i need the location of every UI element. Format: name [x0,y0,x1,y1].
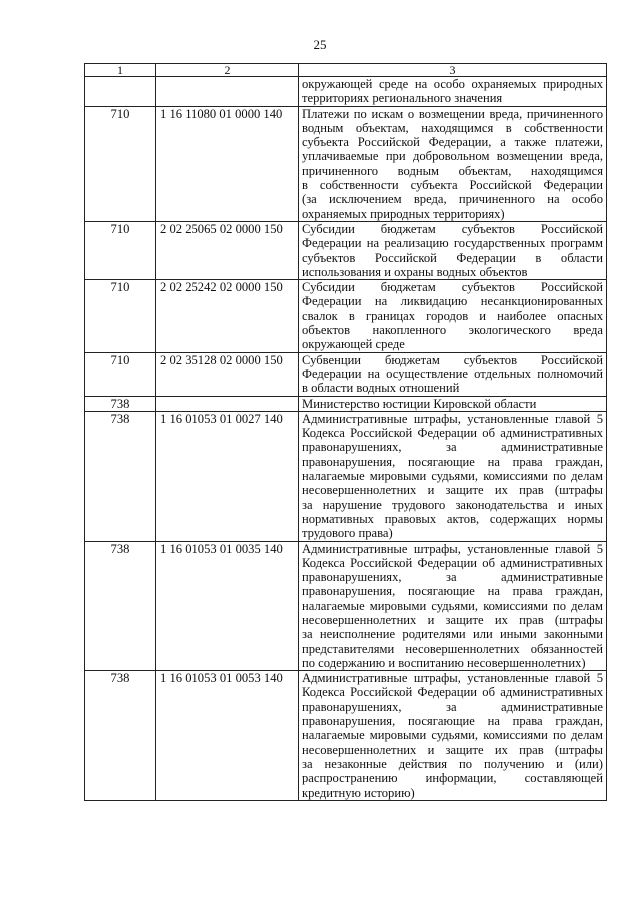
description-line: распространению информации, составляющей [302,771,603,786]
description-line: несовершеннолетних и защите их прав (штрафы [302,742,603,757]
description-line: Административные штрафы, установленные главой 5 [302,671,603,686]
description-line: в области водных отношений [302,381,460,396]
description-line: охраняемых природных территориях) [302,206,505,221]
description-line: трудового права) [302,526,393,541]
description-line: за неисполнение родителями или иными законными [302,627,603,642]
description-line: несовершеннолетних и защите их прав (штрафы [302,483,603,498]
table-row [85,352,607,396]
description-line: правонарушения, посягающие на права граждан, [302,454,603,469]
description-line: Федерации на реализацию государственных программ [302,236,603,251]
description-cell [299,221,607,279]
description-line: в собственности субъекта Российской Федерации [302,178,603,193]
description-line: правонарушениях, за административные [302,570,603,585]
description-line: за нарушение трудового законодательства и иных [302,497,603,512]
budget-code-cell: 1 16 01053 01 0027 140 [156,411,299,541]
description-line: Кодекса Российской Федерации об административных [302,426,603,441]
description-line: Субвенции бюджетам субъектов Российской [302,352,603,367]
admin-code-cell: 710 [85,221,156,279]
description-line: налагаемые мировыми судьями, комиссиями по делам [302,598,603,613]
admin-code-cell: 738 [85,541,156,671]
description-line: правонарушения, посягающие на права граждан, [302,714,603,729]
description-line: Административные штрафы, установленные главой 5 [302,411,603,426]
budget-code-cell: 2 02 35128 02 0000 150 [156,352,299,396]
table-header-row [85,64,607,77]
description-line: правонарушениях, за административные [302,440,603,455]
budget-code-cell [156,396,299,411]
revenue-classification-table [84,63,607,801]
description-line: налагаемые мировыми судьями, комиссиями по делам [302,728,603,743]
description-cell [299,411,607,541]
description-line: Кодекса Российской Федерации об административных [302,685,603,700]
description-line: правонарушениях, за административные [302,699,603,714]
description-line: по содержанию и воспитанию несовершеннолетних) [302,655,586,670]
table-row [85,411,607,541]
admin-code-cell [85,77,156,107]
description-cell [299,106,607,221]
description-line: окружающей среде [302,337,405,352]
description-line: налагаемые мировыми судьями, комиссиями по делам [302,469,603,484]
description-line: представителями несовершеннолетних обязанностей [302,641,603,656]
description-line: окружающей среде на особо охраняемых природных [302,77,603,91]
budget-code-cell [156,77,299,107]
admin-code-cell: 738 [85,671,156,801]
description-line: Министерство юстиции Кировской области [302,396,537,411]
table-row [85,280,607,352]
table-row [85,396,607,411]
description-line: нормативных правовых актов, содержащих нормы [302,511,603,526]
budget-code-cell: 1 16 01053 01 0053 140 [156,671,299,801]
admin-code-cell: 710 [85,352,156,396]
description-cell [299,541,607,671]
description-line: Субсидии бюджетам субъектов Российской [302,280,603,295]
description-cell [299,396,607,411]
description-line: правонарушения, посягающие на права граждан, [302,584,603,599]
header-col-1: 1 [85,64,156,77]
description-line: субъектов Российской Федерации в области [302,250,603,265]
description-line: использования и охраны водных объектов [302,264,528,279]
description-cell [299,671,607,801]
description-line: Федерации на осуществление отдельных полномочий [302,366,603,381]
description-line: уплачиваемые при добровольном возмещении вреда, [302,149,603,164]
description-line: свалок в границах городов и наиболее опасных [302,308,603,323]
description-line: водным объектам, находящимся в собственности [302,120,603,135]
description-cell [299,280,607,352]
description-line: (за исключением вреда, причиненного на особо [302,192,603,207]
description-line: Кодекса Российской Федерации об административных [302,555,603,570]
description-line: за незаконные действия по получению и (или) [302,756,603,771]
description-cell [299,77,607,107]
description-line: субъекта Российской Федерации, а также платежи, [302,135,603,150]
description-line: кредитную историю) [302,785,415,800]
description-line: причиненного водным объектам, находящимся [302,163,603,178]
description-cell [299,352,607,396]
page-number: 25 [313,37,327,52]
budget-code-cell: 1 16 01053 01 0035 140 [156,541,299,671]
table-row [85,671,607,801]
description-line: территориях регионального значения [302,91,503,106]
table-row [85,77,607,107]
description-line: несовершеннолетних и защите их прав (штрафы [302,612,603,627]
admin-code-cell: 738 [85,411,156,541]
description-line: Административные штрафы, установленные главой 5 [302,541,603,556]
admin-code-cell: 710 [85,280,156,352]
description-line: объектов накопленного экологического вреда [302,323,603,338]
table-row [85,221,607,279]
admin-code-cell: 710 [85,106,156,221]
header-col-2: 2 [156,64,299,77]
table-row [85,106,607,221]
description-line: Платежи по искам о возмещении вреда, причиненного [302,106,603,121]
budget-code-cell: 2 02 25242 02 0000 150 [156,280,299,352]
admin-code-cell: 738 [85,396,156,411]
description-line: Субсидии бюджетам субъектов Российской [302,221,603,236]
budget-code-cell: 1 16 11080 01 0000 140 [156,106,299,221]
description-line: Федерации на ликвидацию несанкционированных [302,294,603,309]
header-col-3: 3 [299,64,607,77]
table-row [85,541,607,671]
budget-code-cell: 2 02 25065 02 0000 150 [156,221,299,279]
